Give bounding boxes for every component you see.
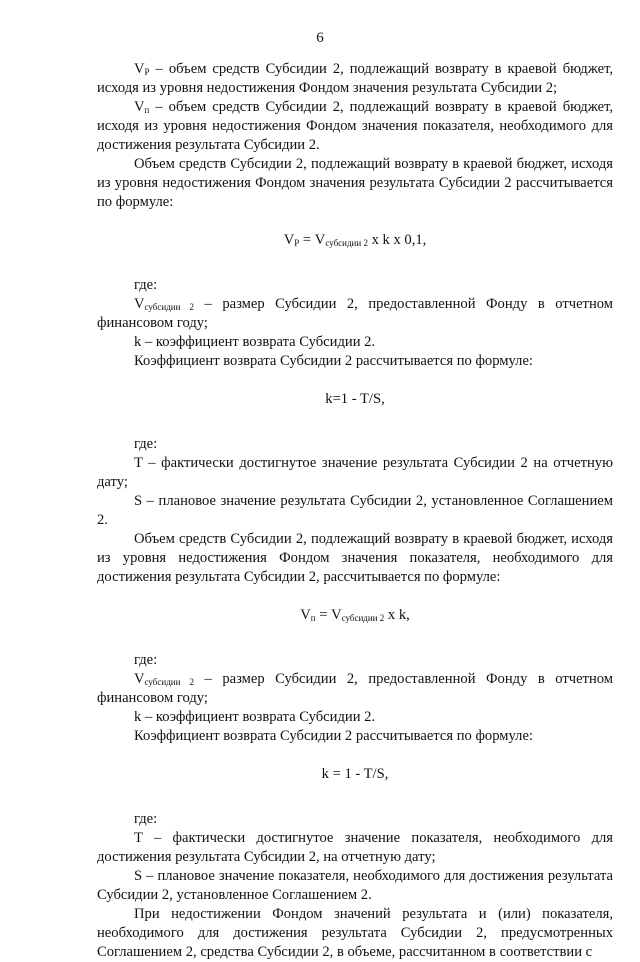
paragraph-k-definition-2: k – коэффициент возврата Субсидии 2. bbox=[134, 709, 376, 725]
paragraph-t-definition-2: T – фактически достигнутое значение показателя, необходимого для достижения результата Субсидии 2, на отчетную дату; bbox=[97, 830, 613, 865]
symbol-v: V bbox=[134, 671, 145, 687]
paragraph-text: – размер Субсидии 2, предоставленной Фонду в отчетном финансовом году; bbox=[97, 296, 614, 331]
paragraph-vp-definition bbox=[97, 60, 613, 98]
paragraph-t-definition: T – фактически достигнутое значение результата Субсидии 2 на отчетную дату; bbox=[97, 455, 613, 490]
paragraph-k-formula-intro-2: Коэффициент возврата Субсидии 2 рассчитывается по формуле: bbox=[134, 728, 533, 744]
formula-k-2: k = 1 - T/S, bbox=[321, 766, 389, 782]
formula-subscript: субсидии 2 bbox=[341, 613, 385, 623]
formula-subscript: п bbox=[310, 613, 316, 623]
formula-k: k=1 - T/S, bbox=[325, 391, 385, 407]
paragraph-vsub-definition-2 bbox=[97, 670, 613, 708]
paragraph-k-definition: k – коэффициент возврата Субсидии 2. bbox=[134, 334, 376, 350]
paragraph-s-definition-2: S – плановое значение показателя, необходимого для достижения результата Субсидии 2, установленное Соглашением 2. bbox=[97, 868, 613, 903]
paragraph-text: – объем средств Субсидии 2, подлежащий возврату в краевой бюджет, исходя из уровня недостижения Фондом значения показателя, необходимого для достижения результата Субсидии 2. bbox=[97, 99, 613, 153]
symbol-v: V bbox=[134, 61, 145, 77]
symbol-subscript: субсидии 2 bbox=[144, 677, 195, 687]
paragraph-s-definition: S – плановое значение результата Субсидии 2, установленное Соглашением 2. bbox=[97, 493, 613, 528]
formula-vp bbox=[97, 231, 613, 250]
formula-part: x k, bbox=[384, 607, 410, 623]
symbol-subscript: Р bbox=[144, 67, 150, 77]
document-body bbox=[97, 60, 613, 962]
paragraph-vsub-definition bbox=[97, 295, 613, 333]
paragraph-text: – размер Субсидии 2, предоставленной Фонду в отчетном финансовом году; bbox=[97, 671, 614, 706]
where-label: где: bbox=[134, 436, 158, 452]
page-number: 6 bbox=[316, 30, 324, 46]
symbol-subscript: субсидии 2 bbox=[144, 302, 195, 312]
formula-vn bbox=[97, 606, 613, 625]
formula-subscript: Р bbox=[294, 238, 300, 248]
symbol-subscript: п bbox=[144, 105, 150, 115]
formula-part: V bbox=[300, 607, 311, 623]
where-label: где: bbox=[134, 652, 158, 668]
paragraph-vn-definition bbox=[97, 98, 613, 155]
paragraph-text: – объем средств Субсидии 2, подлежащий возврату в краевой бюджет, исходя из уровня недостижения Фондом значения результата Субсидии 2; bbox=[97, 61, 613, 96]
where-label: где: bbox=[134, 811, 158, 827]
paragraph-non-achievement: При недостижении Фондом значений результата и (или) показателя, необходимого для достижения результата Субсидии 2, предусмотренных Соглашением 2, средства Субсидии 2, в объеме, рассчитанном в соответствии с bbox=[97, 906, 613, 960]
symbol-v: V bbox=[134, 296, 145, 312]
where-label: где: bbox=[134, 277, 158, 293]
paragraph-volume-result: Объем средств Субсидии 2, подлежащий возврату в краевой бюджет, исходя из уровня недостижения Фондом значения результата Субсидии 2 рассчитывается по формуле: bbox=[97, 156, 613, 210]
formula-subscript: субсидии 2 bbox=[325, 238, 368, 248]
formula-part: = V bbox=[299, 232, 326, 248]
formula-part: x k x 0,1, bbox=[367, 232, 427, 248]
paragraph-k-formula-intro: Коэффициент возврата Субсидии 2 рассчитывается по формуле: bbox=[134, 353, 533, 369]
paragraph-volume-indicator: Объем средств Субсидии 2, подлежащий возврату в краевой бюджет, исходя из уровня недостижения Фондом значения показателя, необходимого для достижения результата Субсидии 2, рассчитывается по формуле: bbox=[97, 531, 613, 585]
symbol-v: V bbox=[134, 99, 145, 115]
formula-part: = V bbox=[315, 607, 342, 623]
formula-part: V bbox=[283, 232, 295, 248]
